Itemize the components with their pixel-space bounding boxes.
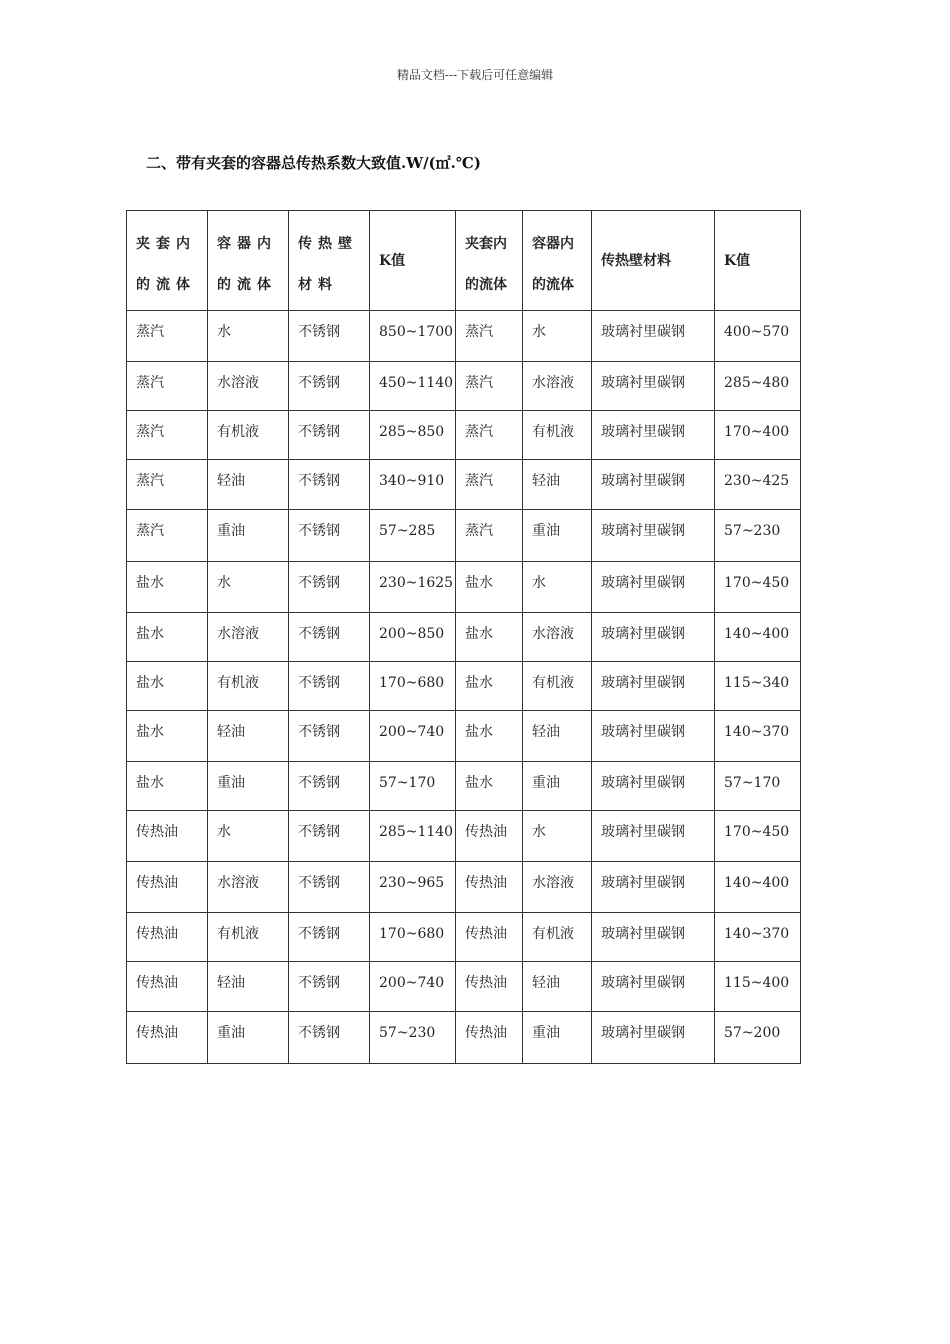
table-cell: 230~1625	[370, 562, 456, 613]
table-cell: 盐水	[456, 562, 523, 613]
header-cell-wall-material: 传热壁 材料	[289, 211, 370, 311]
table-row	[127, 562, 801, 613]
table-cell: 不锈钢	[289, 613, 370, 662]
table-cell: 140~370	[715, 913, 801, 962]
table-cell: 不锈钢	[289, 962, 370, 1012]
page-header: 精品文档---下载后可任意编辑	[396, 68, 554, 82]
table-cell: 玻璃衬里碳钢	[592, 1012, 715, 1064]
table-row	[127, 460, 801, 510]
table-cell: 有机液	[523, 662, 592, 711]
table-cell: 400~570	[715, 311, 801, 362]
table-cell: 传热油	[456, 811, 523, 862]
table-cell: 传热油	[456, 962, 523, 1012]
table-cell: 传热油	[456, 913, 523, 962]
table-cell: 玻璃衬里碳钢	[592, 460, 715, 510]
table-cell: 蒸汽	[456, 411, 523, 460]
table-cell: 玻璃衬里碳钢	[592, 311, 715, 362]
table-cell: 玻璃衬里碳钢	[592, 613, 715, 662]
table-cell: 玻璃衬里碳钢	[592, 562, 715, 613]
table-cell: 重油	[208, 762, 289, 811]
table-cell: 有机液	[523, 913, 592, 962]
table-cell: 轻油	[523, 460, 592, 510]
table-cell: 重油	[523, 1012, 592, 1064]
table-cell: 水	[523, 811, 592, 862]
table-row	[127, 510, 801, 562]
table-row	[127, 862, 801, 913]
table-cell: 57~170	[715, 762, 801, 811]
table-cell: 不锈钢	[289, 762, 370, 811]
header-cell-vessel-fluid: 容器内 的流体	[208, 211, 289, 311]
table-header-row	[127, 211, 801, 311]
table-row	[127, 711, 801, 762]
table-cell: 轻油	[523, 711, 592, 762]
table-cell: 57~170	[370, 762, 456, 811]
header-cell-k-value-2: K值	[715, 211, 801, 311]
table-cell: 水溶液	[523, 862, 592, 913]
table-cell: 盐水	[127, 711, 208, 762]
table-cell: 170~450	[715, 562, 801, 613]
table-cell: 水	[523, 562, 592, 613]
table-cell: 57~285	[370, 510, 456, 562]
table-cell: 盐水	[456, 613, 523, 662]
table-cell: 140~370	[715, 711, 801, 762]
table-row	[127, 662, 801, 711]
header-cell-jacket-fluid: 夹套内 的流体	[127, 211, 208, 311]
table-cell: 盐水	[456, 711, 523, 762]
table-row	[127, 613, 801, 662]
table-cell: 140~400	[715, 862, 801, 913]
table-cell: 230~965	[370, 862, 456, 913]
table-row	[127, 762, 801, 811]
table-cell: 蒸汽	[456, 510, 523, 562]
header-cell-vessel-fluid-2: 容器内 的流体	[523, 211, 592, 311]
table-row	[127, 962, 801, 1012]
table-cell: 玻璃衬里碳钢	[592, 811, 715, 862]
table-cell: 盐水	[456, 762, 523, 811]
table-cell: 140~400	[715, 613, 801, 662]
table-cell: 450~1140	[370, 362, 456, 411]
table-cell: 传热油	[127, 962, 208, 1012]
table-cell: 蒸汽	[127, 362, 208, 411]
table-cell: 玻璃衬里碳钢	[592, 862, 715, 913]
table-cell: 水	[523, 311, 592, 362]
table-cell: 200~850	[370, 613, 456, 662]
table-cell: 170~450	[715, 811, 801, 862]
table-cell: 蒸汽	[456, 460, 523, 510]
table-cell: 重油	[208, 510, 289, 562]
header-cell-jacket-fluid-2: 夹套内 的流体	[456, 211, 523, 311]
table-cell: 285~1140	[370, 811, 456, 862]
table-cell: 115~400	[715, 962, 801, 1012]
table-row	[127, 913, 801, 962]
table-cell: 轻油	[523, 962, 592, 1012]
table-body	[127, 211, 801, 1064]
table-cell: 水溶液	[523, 362, 592, 411]
table-cell: 玻璃衬里碳钢	[592, 510, 715, 562]
table-cell: 玻璃衬里碳钢	[592, 662, 715, 711]
table-cell: 不锈钢	[289, 562, 370, 613]
table-cell: 重油	[208, 1012, 289, 1064]
table-cell: 285~480	[715, 362, 801, 411]
table-cell: 有机液	[523, 411, 592, 460]
table-cell: 不锈钢	[289, 913, 370, 962]
table-cell: 水溶液	[208, 862, 289, 913]
table-cell: 重油	[523, 762, 592, 811]
table-cell: 轻油	[208, 711, 289, 762]
table-cell: 有机液	[208, 913, 289, 962]
table-cell: 不锈钢	[289, 460, 370, 510]
table-cell: 115~340	[715, 662, 801, 711]
table-cell: 传热油	[127, 913, 208, 962]
table-cell: 水溶液	[523, 613, 592, 662]
table-cell: 170~400	[715, 411, 801, 460]
table-cell: 玻璃衬里碳钢	[592, 962, 715, 1012]
table-cell: 170~680	[370, 913, 456, 962]
table-cell: 不锈钢	[289, 411, 370, 460]
table-cell: 230~425	[715, 460, 801, 510]
table-cell: 盐水	[127, 662, 208, 711]
table-cell: 玻璃衬里碳钢	[592, 913, 715, 962]
table-cell: 蒸汽	[127, 311, 208, 362]
table-cell: 水	[208, 311, 289, 362]
table-cell: 57~230	[715, 510, 801, 562]
table-cell: 水溶液	[208, 362, 289, 411]
table-cell: 不锈钢	[289, 1012, 370, 1064]
table-cell: 重油	[523, 510, 592, 562]
table-cell: 盐水	[127, 562, 208, 613]
table-cell: 蒸汽	[127, 510, 208, 562]
header-cell-k-value: K值	[370, 211, 456, 311]
table-cell: 200~740	[370, 711, 456, 762]
table-row	[127, 311, 801, 362]
table-cell: 玻璃衬里碳钢	[592, 762, 715, 811]
table-cell: 蒸汽	[456, 311, 523, 362]
table-cell: 传热油	[127, 862, 208, 913]
table-cell: 水	[208, 562, 289, 613]
table-cell: 玻璃衬里碳钢	[592, 362, 715, 411]
table-cell: 57~200	[715, 1012, 801, 1064]
table-cell: 盐水	[127, 613, 208, 662]
table-cell: 盐水	[127, 762, 208, 811]
table-cell: 传热油	[127, 1012, 208, 1064]
table-cell: 传热油	[127, 811, 208, 862]
table-cell: 57~230	[370, 1012, 456, 1064]
table-cell: 有机液	[208, 662, 289, 711]
table-cell: 850~1700	[370, 311, 456, 362]
section-title: 二、带有夹套的容器总传热系数大致值.W/(㎡.℃)	[146, 154, 481, 172]
table-cell: 水	[208, 811, 289, 862]
table-cell: 轻油	[208, 962, 289, 1012]
header-cell-wall-material-2: 传热壁材料	[592, 211, 715, 311]
table-cell: 不锈钢	[289, 362, 370, 411]
table-cell: 蒸汽	[127, 411, 208, 460]
table-cell: 水溶液	[208, 613, 289, 662]
table-cell: 蒸汽	[456, 362, 523, 411]
table-row	[127, 411, 801, 460]
table-row	[127, 1012, 801, 1064]
table-cell: 不锈钢	[289, 862, 370, 913]
heat-transfer-table	[126, 210, 801, 1064]
table-cell: 传热油	[456, 862, 523, 913]
table-cell: 有机液	[208, 411, 289, 460]
table-cell: 200~740	[370, 962, 456, 1012]
table-cell: 340~910	[370, 460, 456, 510]
table-cell: 盐水	[456, 662, 523, 711]
table-cell: 170~680	[370, 662, 456, 711]
table-cell: 蒸汽	[127, 460, 208, 510]
table-row	[127, 811, 801, 862]
table-cell: 玻璃衬里碳钢	[592, 411, 715, 460]
table-row	[127, 362, 801, 411]
table-cell: 轻油	[208, 460, 289, 510]
table-cell: 玻璃衬里碳钢	[592, 711, 715, 762]
table-cell: 不锈钢	[289, 311, 370, 362]
table-cell: 不锈钢	[289, 711, 370, 762]
table-cell: 285~850	[370, 411, 456, 460]
table-cell: 不锈钢	[289, 510, 370, 562]
table-cell: 不锈钢	[289, 811, 370, 862]
table-cell: 传热油	[456, 1012, 523, 1064]
table-cell: 不锈钢	[289, 662, 370, 711]
